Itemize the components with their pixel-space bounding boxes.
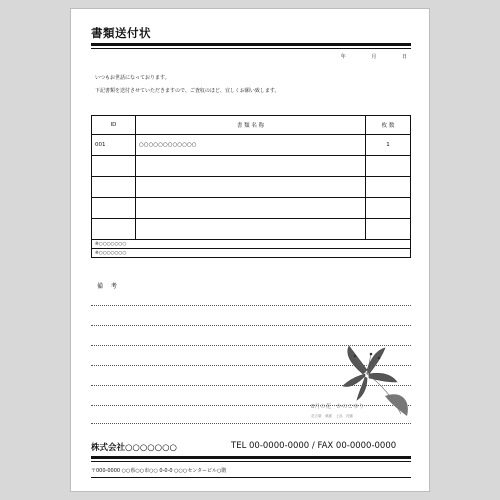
year-label: 年	[340, 54, 346, 60]
cell-qty	[366, 177, 411, 198]
cover-letter-page	[70, 8, 430, 492]
cell-qty	[366, 219, 411, 240]
header-name: 書 類 名 称	[136, 116, 366, 135]
document-title: 書類送付状	[91, 26, 151, 40]
cell-id	[92, 219, 136, 240]
table-note-row	[92, 240, 411, 249]
cell-qty	[366, 156, 411, 177]
cell-id	[92, 198, 136, 219]
footer-rule-thin	[91, 461, 411, 462]
table-row	[92, 177, 411, 198]
header-qty: 枚 数	[366, 116, 411, 135]
date-line	[317, 53, 407, 60]
header-id: ID	[92, 116, 136, 135]
cell-name	[136, 198, 366, 219]
month-label: 月	[371, 54, 377, 60]
cell-qty: 1	[366, 135, 411, 156]
cell-qty	[366, 198, 411, 219]
title-rule-thick	[91, 43, 411, 46]
cell-id	[92, 177, 136, 198]
title-rule-thin	[91, 48, 411, 49]
documents-table	[91, 115, 411, 258]
cell-name: ○○○○○○○○○○○○	[136, 135, 366, 156]
table-header-row	[92, 116, 411, 135]
table-note-row	[92, 249, 411, 258]
contact-numbers: TEL 00-0000-0000 / FAX 00-0000-0000	[231, 441, 397, 451]
table-row	[92, 156, 411, 177]
address-underline	[91, 477, 411, 478]
greeting-line-2: 下記書類を送付させていただきますので、ご査収のほど、宜しくお願い致します。	[95, 88, 280, 94]
day-label: 日	[401, 54, 407, 60]
table-note: ※○○○○○○○	[92, 240, 411, 249]
table-row	[92, 198, 411, 219]
company-address: 〒000-0000 ○○県○○市○○ 0-0-0 ○○○センタービル○階	[91, 468, 227, 474]
remarks-line	[91, 325, 411, 326]
greeting-line-1: いつもお世話になっております。	[95, 75, 170, 81]
table-note: ※○○○○○○○	[92, 249, 411, 258]
cell-name	[136, 156, 366, 177]
cell-id	[92, 156, 136, 177]
flower-subcaption: 花言葉 威厳 上品 荘厳	[311, 414, 353, 418]
table-row	[92, 135, 411, 156]
flower-caption: 8月の花 かのこゆり	[311, 404, 364, 410]
remarks-label: 備 考	[97, 283, 120, 290]
company-name: 株式会社○○○○○○○	[91, 443, 177, 453]
lily-illustration	[341, 344, 413, 424]
cell-id: 001	[92, 135, 136, 156]
cell-name	[136, 177, 366, 198]
remarks-line	[91, 305, 411, 306]
cell-name	[136, 219, 366, 240]
footer-rule-thick	[91, 456, 411, 459]
table-row	[92, 219, 411, 240]
